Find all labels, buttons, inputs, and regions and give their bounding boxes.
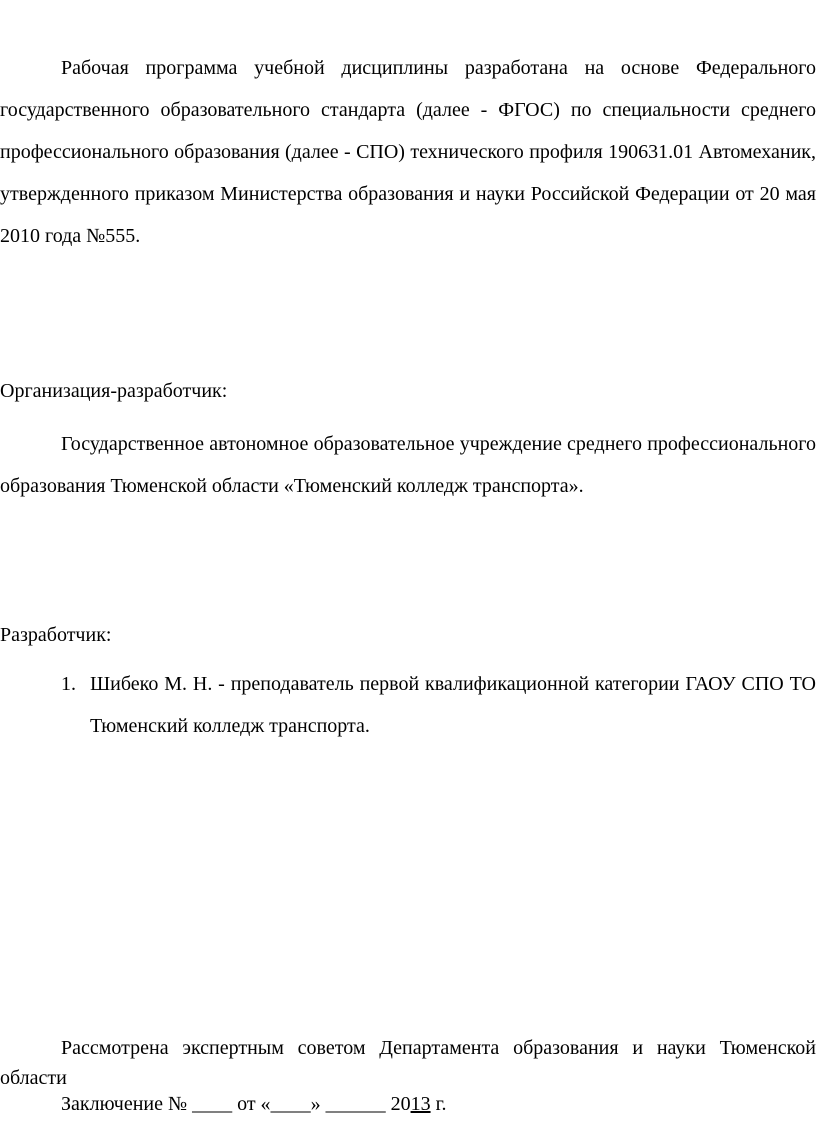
review-paragraph: Рассмотрена экспертным советом Департамента образования и науки Тюменской области (0, 1037, 816, 1089)
conclusion-from-word: от « (237, 1093, 271, 1115)
conclusion-year-suffix: 13 (410, 1093, 431, 1115)
intro-paragraph: Рабочая программа учебной дисциплины разработана на основе Федерального государственного образовательного стандарта (далее - ФГОС) по специальности среднего профессионального образования (далее - СПО) технического профиля 190631.01 Автомеханик, утвержденного приказом Министерства образования и науки Российской Федерации от 20 мая 2010 года №555. (0, 57, 816, 247)
organization-label: Организация-разработчик: (0, 380, 228, 402)
organization-text: Государственное автономное образовательное учреждение среднего профессионального образования Тюменской области «Тюменский колледж транспорта». (0, 433, 816, 497)
conclusion-year-prefix: 20 (390, 1093, 411, 1115)
conclusion-prefix: Заключение № (61, 1093, 188, 1115)
developer-label: Разработчик: (0, 624, 112, 646)
conclusion-day-blank: ____ (270, 1093, 311, 1115)
conclusion-month-blank: ______ (325, 1093, 386, 1115)
conclusion-close-quote: » (310, 1093, 321, 1115)
list-item-number: 1. (61, 673, 76, 695)
conclusion-number-blank: ____ (192, 1093, 233, 1115)
developer-text: Шибеко М. Н. - преподаватель первой квалификационной категории ГАОУ СПО ТО Тюменский колледж транспорта. (90, 673, 816, 737)
conclusion-year-unit: г. (435, 1093, 447, 1115)
conclusion-line (61, 1090, 447, 1118)
